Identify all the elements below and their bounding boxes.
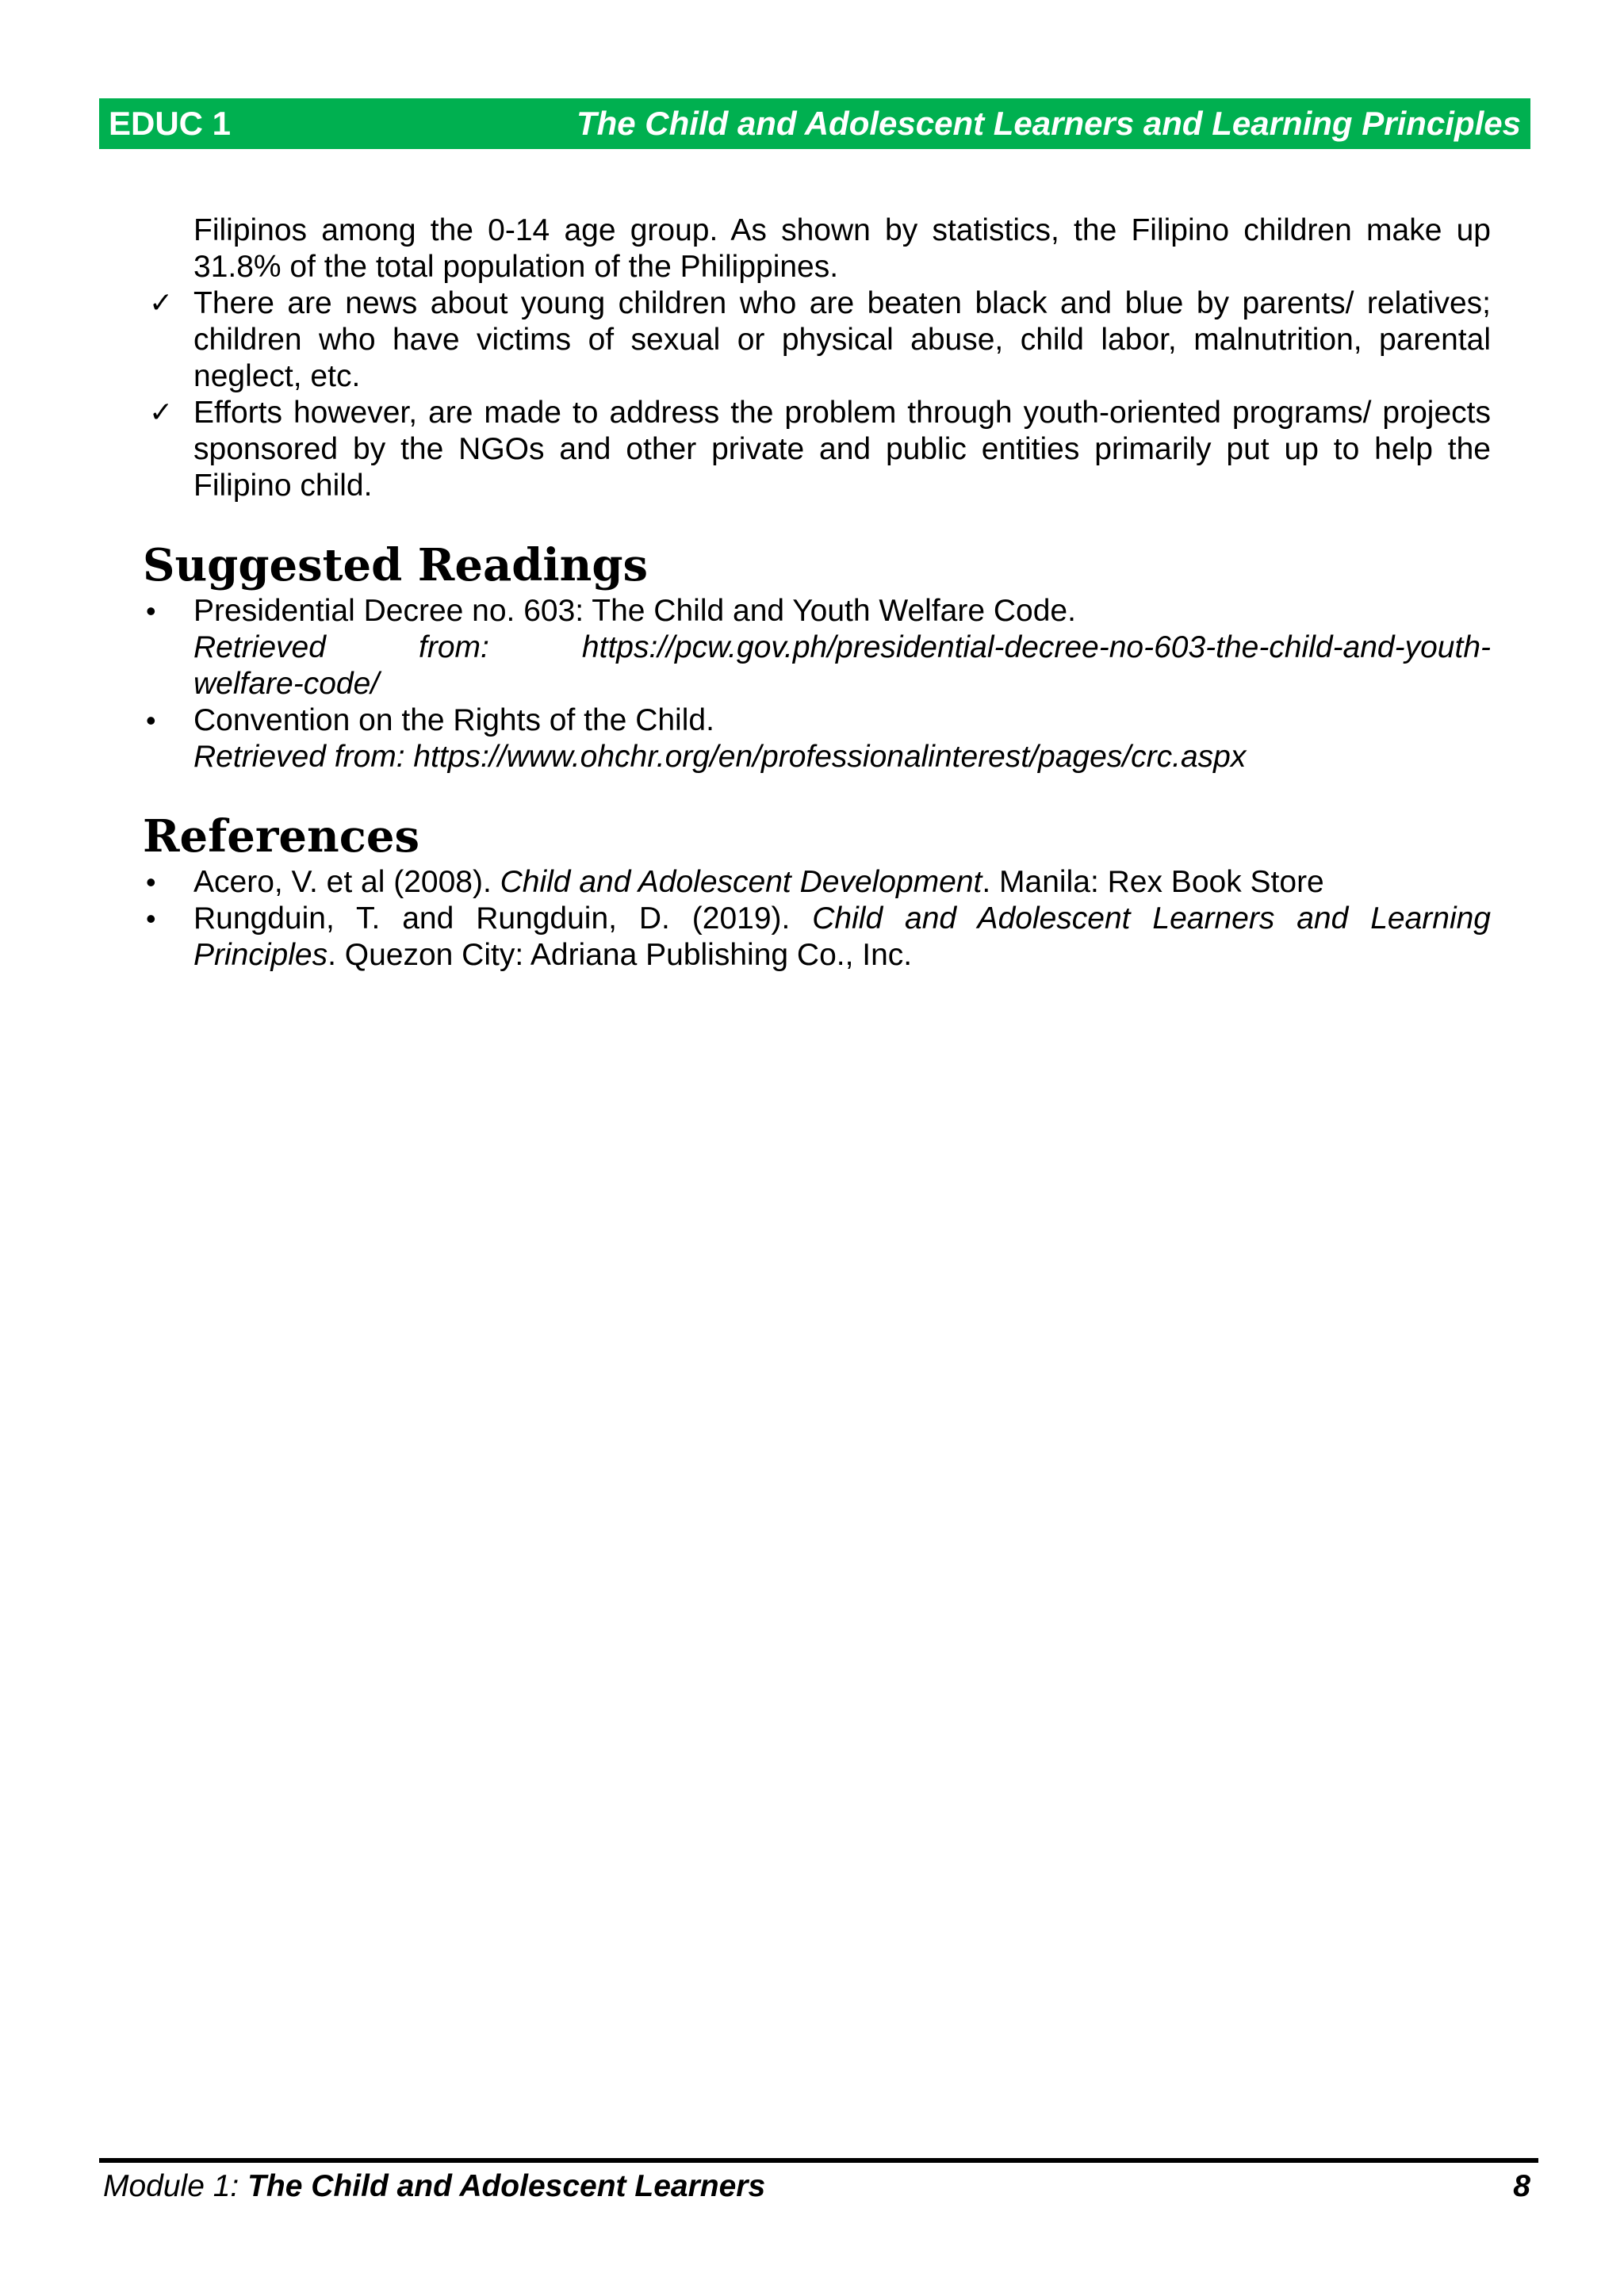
- course-title: The Child and Adolescent Learners and Learning Principles: [576, 105, 1521, 142]
- page-footer: [103, 2169, 1530, 2204]
- suggested-readings-heading: Suggested Readings: [143, 539, 649, 591]
- bullet-icon: •: [146, 595, 156, 627]
- page-content: [143, 212, 1491, 974]
- check-mark-icon: ✓: [149, 396, 174, 429]
- references-heading: References: [143, 810, 419, 863]
- bullet-icon: •: [146, 704, 156, 737]
- bullet-icon: •: [146, 902, 156, 935]
- footer-divider: [99, 2158, 1538, 2163]
- reading-retrieved-link[interactable]: Retrieved from: https://pcw.gov.ph/presidential-decree-no-603-the-child-and-youth-: [193, 630, 1491, 664]
- reading-item: [143, 593, 1491, 702]
- reference-item: [143, 864, 1491, 901]
- footer-module: Module 1: The Child and Adolescent Learners: [103, 2169, 766, 2203]
- course-code: EDUC 1: [109, 105, 232, 142]
- check-mark-icon: ✓: [149, 287, 174, 320]
- check-list-item: ✓ There are news about young children who are beaten black and blue by parents/ relatives; children who have victims of sexual or physical abuse, child labor, malnutrition, parental neglect, etc.: [149, 286, 1491, 393]
- reading-text: Convention on the Rights of the Child.: [193, 703, 714, 737]
- reading-item: [143, 702, 1491, 775]
- page-header-bar: [99, 98, 1530, 149]
- continuation-paragraph: Filipinos among the 0-14 age group. As shown by statistics, the Filipino children make up 31.8% of the total population of the Philippines.: [193, 213, 1491, 284]
- footer-module-title: The Child and Adolescent Learners: [247, 2169, 766, 2203]
- reading-text: Presidential Decree no. 603: The Child and Youth Welfare Code.: [193, 594, 1076, 628]
- reference-authors: Rungduin, T. and Rungduin, D. (2019).: [193, 901, 813, 936]
- reading-retrieved-link[interactable]: Retrieved from: https://www.ohchr.org/en/professionalinterest/pages/crc.aspx: [193, 740, 1247, 774]
- reference-publisher: . Quezon City: Adriana Publishing Co., Inc.: [327, 938, 913, 972]
- check-list-item: ✓ Efforts however, are made to address the problem through youth-oriented programs/ projects sponsored by the NGOs and other private and public entities primarily put up to help the Filipino child.: [149, 396, 1491, 503]
- reading-retrieved-link-cont[interactable]: welfare-code/: [193, 667, 380, 701]
- reference-authors: Acero, V. et al (2008).: [193, 865, 500, 899]
- reference-title: Child and Adolescent Learners and Learning Principles: [193, 901, 1491, 972]
- reference-publisher: . Manila: Rex Book Store: [982, 865, 1324, 899]
- page-number: 8: [1513, 2169, 1530, 2203]
- bullet-icon: •: [146, 866, 156, 898]
- reference-item: [143, 901, 1491, 974]
- reference-title: Child and Adolescent Development: [500, 865, 982, 899]
